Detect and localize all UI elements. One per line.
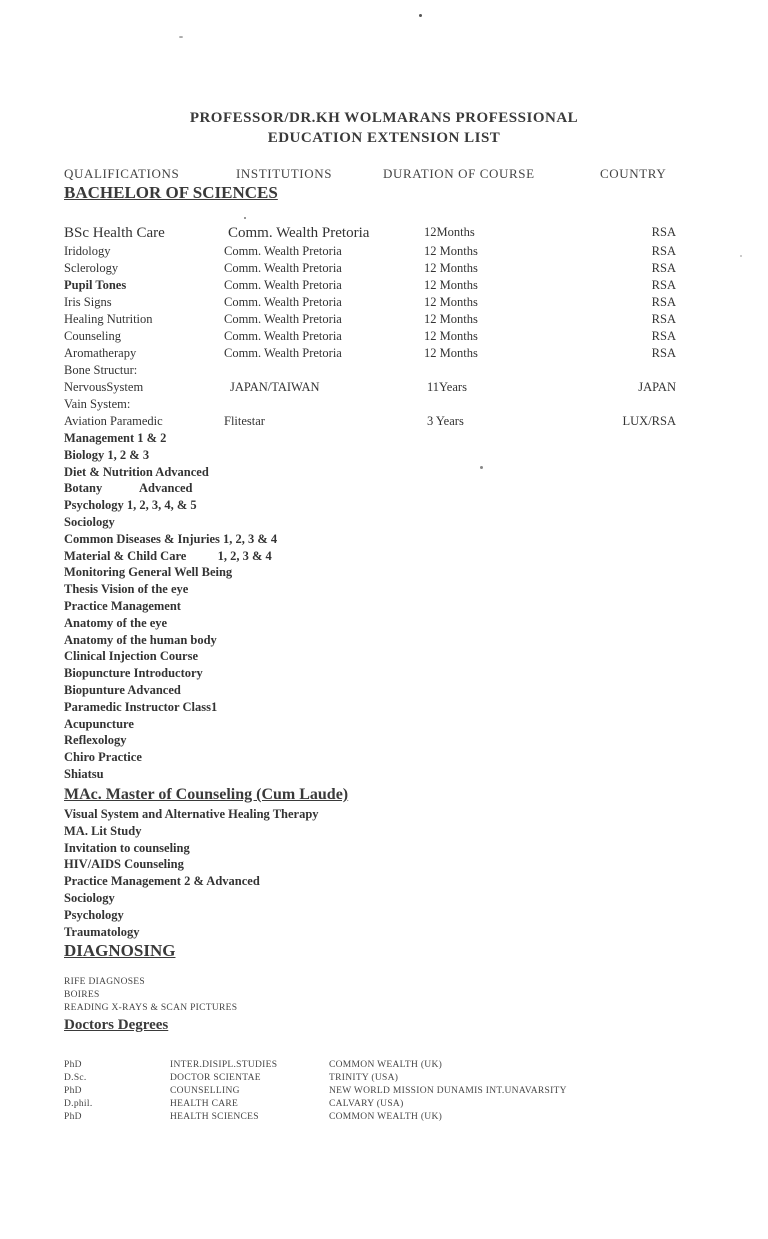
degree-cell: PhD: [64, 1060, 82, 1070]
qualification-cell: Iridology: [64, 244, 111, 258]
field-cell: HEALTH SCIENCES: [170, 1112, 259, 1122]
scan-speck: [419, 14, 422, 17]
list-item: Practice Management 2 & Advanced: [64, 874, 260, 889]
list-item: Psychology: [64, 907, 124, 922]
list-item: Diet & Nutrition Advanced: [64, 464, 209, 479]
institution-cell: Comm. Wealth Pretoria: [224, 244, 342, 258]
list-item: Sociology: [64, 890, 115, 905]
list-item: Clinical Injection Course: [64, 649, 199, 664]
document-title-line2: EDUCATION EXTENSION LIST: [267, 130, 501, 146]
list-item: Monitoring General Well Being: [64, 565, 233, 580]
qualification-cell: Aviation Paramedic: [64, 414, 163, 428]
section-heading-masters: MAc. Master of Counseling (Cum Laude): [64, 786, 349, 803]
diagnosing-list: [64, 976, 237, 1015]
duration-cell: 12 Months: [424, 346, 478, 360]
list-item: Sociology: [64, 514, 115, 529]
scan-speck: [179, 36, 183, 38]
field-cell: COUNSELLING: [170, 1086, 240, 1096]
field-cell: HEALTH CARE: [170, 1099, 239, 1109]
qualification-cell: Sclerology: [64, 261, 119, 275]
list-item: Biopunture Advanced: [64, 682, 181, 697]
list-item: Reflexology: [64, 733, 127, 748]
column-header-qualifications: QUALIFICATIONS: [64, 166, 180, 181]
list-item: Biopuncture Introductory: [64, 666, 203, 681]
institution-cell: COMMON WEALTH (UK): [329, 1060, 443, 1070]
country-cell: RSA: [651, 295, 676, 309]
section-heading-diagnosing: DIAGNOSING: [64, 941, 176, 960]
country-cell: RSA: [651, 225, 676, 239]
institution-cell: Comm. Wealth Pretoria: [224, 278, 342, 292]
institution-cell: Comm. Wealth Pretoria: [224, 295, 342, 309]
institution-cell: TRINITY (USA): [329, 1073, 399, 1083]
document-title-line1: PROFESSOR/DR.KH WOLMARANS PROFESSIONAL: [189, 110, 579, 126]
list-item: READING X-RAYS & SCAN PICTURES: [64, 1003, 238, 1013]
list-item: Thesis Vision of the eye: [64, 582, 189, 597]
list-item: MA. Lit Study: [64, 823, 142, 838]
list-item: Practice Management: [64, 598, 181, 613]
column-header-institutions: INSTITUTIONS: [236, 166, 333, 181]
section-heading-doctors: Doctors Degrees: [64, 1017, 169, 1033]
list-item: Shiatsu: [64, 766, 104, 781]
duration-cell: 12Months: [424, 225, 475, 239]
country-cell: RSA: [651, 346, 676, 360]
country-cell: RSA: [651, 278, 676, 292]
table-row: [0, 1099, 768, 1113]
country-cell: RSA: [651, 312, 676, 326]
table-row: [0, 414, 768, 431]
qualification-cell: BSc Health Care: [64, 225, 165, 241]
list-item: Anatomy of the eye: [64, 615, 168, 630]
table-row: [0, 312, 768, 329]
institution-cell: NEW WORLD MISSION DUNAMIS INT.UNAVARSITY: [329, 1086, 567, 1096]
table-row: [0, 397, 768, 414]
duration-cell: 12 Months: [424, 295, 478, 309]
institution-cell: Flitestar: [224, 414, 265, 428]
degree-cell: PhD: [64, 1112, 82, 1122]
duration-cell: 12 Months: [424, 261, 478, 275]
table-row: [0, 244, 768, 261]
table-row: [0, 1060, 768, 1074]
degree-cell: D.phil.: [64, 1099, 93, 1109]
qualification-cell: Bone Structur:: [64, 363, 138, 377]
duration-cell: 12 Months: [424, 312, 478, 326]
qualification-cell: Vain System:: [64, 397, 131, 411]
list-item: BOIRES: [64, 990, 100, 1000]
column-header-duration: DURATION OF COURSE: [383, 166, 535, 181]
list-item: HIV/AIDS Counseling: [64, 857, 184, 872]
masters-course-list: [64, 806, 319, 940]
institution-cell: Comm. Wealth Pretoria: [224, 346, 342, 360]
country-cell: RSA: [651, 244, 676, 258]
institution-cell: Comm. Wealth Pretoria: [224, 329, 342, 343]
institution-cell: CALVARY (USA): [329, 1099, 404, 1109]
qualification-cell: Iris Signs: [64, 295, 112, 309]
qualification-cell: Aromatherapy: [64, 346, 137, 360]
list-item: Botany Advanced: [64, 481, 193, 496]
list-item: Material & Child Care 1, 2, 3 & 4: [64, 548, 272, 563]
country-cell: RSA: [651, 329, 676, 343]
degree-cell: PhD: [64, 1086, 82, 1096]
qualification-cell: Counseling: [64, 329, 121, 343]
scan-speck: [244, 217, 246, 219]
table-row: [0, 261, 768, 278]
table-row: [0, 295, 768, 312]
list-item: Psychology 1, 2, 3, 4, & 5: [64, 498, 197, 513]
list-item: Management 1 & 2: [64, 431, 167, 445]
list-item: Biology 1, 2 & 3: [64, 447, 150, 462]
institution-cell: Comm. Wealth Pretoria: [228, 225, 370, 241]
scan-speck: [480, 466, 483, 469]
list-item: Invitation to counseling: [64, 840, 190, 855]
list-item: Paramedic Instructor Class1: [64, 699, 218, 714]
table-row: [0, 363, 768, 380]
field-cell: DOCTOR SCIENTAE: [170, 1073, 261, 1083]
table-row: [0, 346, 768, 363]
table-row: [0, 225, 768, 242]
list-item: Common Diseases & Injuries 1, 2, 3 & 4: [64, 531, 278, 546]
table-row: [0, 380, 768, 397]
duration-cell: 3 Years: [427, 414, 464, 428]
duration-cell: 12 Months: [424, 244, 478, 258]
institution-cell: JAPAN/TAIWAN: [230, 380, 320, 394]
list-item: Chiro Practice: [64, 750, 142, 765]
table-row: [0, 1086, 768, 1100]
country-cell: JAPAN: [638, 380, 676, 394]
country-cell: RSA: [651, 261, 676, 275]
duration-cell: 11Years: [427, 380, 467, 394]
table-row: [0, 329, 768, 346]
qualification-cell: Pupil Tones: [64, 278, 127, 292]
field-cell: INTER.DISIPL.STUDIES: [170, 1060, 278, 1070]
country-cell: LUX/RSA: [622, 414, 676, 428]
column-header-country: COUNTRY: [600, 166, 667, 181]
table-row: [0, 278, 768, 295]
duration-cell: 12 Months: [424, 329, 478, 343]
list-item: Acupuncture: [64, 716, 134, 731]
institution-cell: Comm. Wealth Pretoria: [224, 261, 342, 275]
qualification-cell: Healing Nutrition: [64, 312, 153, 326]
section-heading-bachelor: BACHELOR OF SCIENCES: [64, 183, 278, 202]
list-item: Anatomy of the human body: [64, 632, 217, 647]
list-item: Traumatology: [64, 924, 140, 939]
qualification-cell: NervousSystem: [64, 380, 144, 394]
institution-cell: Comm. Wealth Pretoria: [224, 312, 342, 326]
institution-cell: COMMON WEALTH (UK): [329, 1112, 443, 1122]
list-item: RIFE DIAGNOSES: [64, 977, 145, 987]
table-row: [0, 1073, 768, 1087]
table-row: [0, 1112, 768, 1126]
duration-cell: 12 Months: [424, 278, 478, 292]
list-item: Visual System and Alternative Healing Therapy: [64, 807, 319, 821]
degree-cell: D.Sc.: [64, 1073, 87, 1083]
bachelor-course-list: [64, 430, 277, 783]
